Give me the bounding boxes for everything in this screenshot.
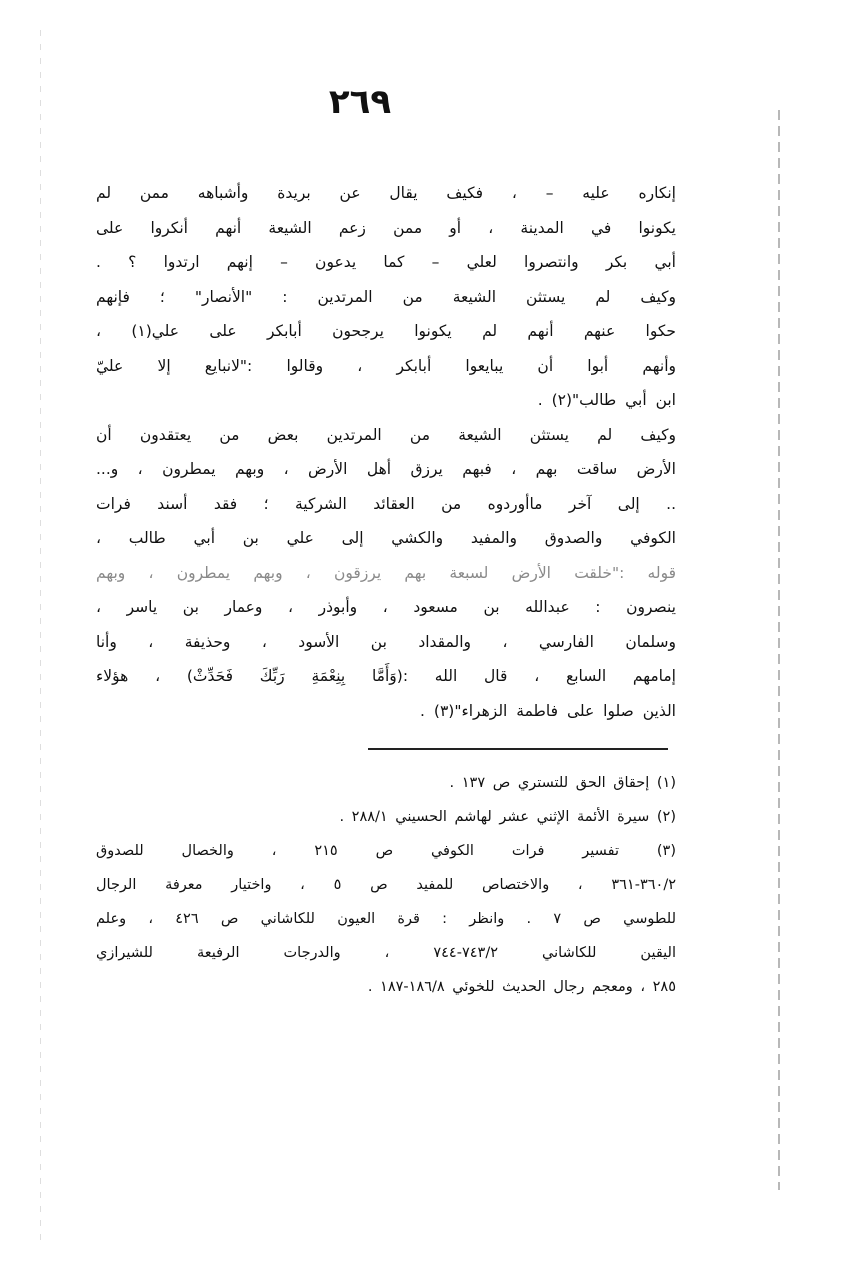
footnote-line: ٣٦٠/٢-٣٦١ ، والاختصاص للمفيد ص ٥ ، واختيار معرفة الرجال [96,877,676,893]
body-line: إمامهم السابع ، قال الله :(وَأَمَّا بِنِعْمَةِ رَبِّكَ فَحَدِّثْ) ، هؤلاء [96,667,676,685]
footnote-line: (١) إحقاق الحق للتستري ص ١٣٧ . [449,775,676,791]
footnote-line: للطوسي ص ٧ . وانظر : قرة العيون للكاشاني ص ٤٢٦ ، وعلم [96,911,676,927]
body-line: وكيف لم يستثن الشيعة من المرتدين : "الأنصار" ؛ فإنهم [96,287,676,306]
footnote-line: (٣) تفسير فرات الكوفي ص ٢١٥ ، والخصال للصدوق [96,843,676,859]
body-line: وسلمان الفارسي ، والمقداد بن الأسود ، وحذيفة ، وأنا [96,632,676,651]
body-line: الكوفي والصدوق والمفيد والكشي إلى علي بن أبي طالب ، [96,529,676,547]
footnote-line: (٢) سيرة الأئمة الإثني عشر لهاشم الحسيني ٢٨٨/١ . [339,809,676,825]
body-line: قوله :"خلقت الأرض لسبعة بهم يرزقون ، وبهم يمطرون ، وبهم [96,563,676,582]
body-line: الذين صلوا على فاطمة الزهراء"(٣) . [420,701,676,720]
body-line: يكونوا في المدينة ، أو ممن زعم الشيعة أنهم أنكروا على [96,218,676,237]
body-line: ينصرون : عبدالله بن مسعود ، وأبوذر ، وعمار بن ياسر ، [96,598,676,616]
body-line: الأرض ساقت بهم ، فبهم يرزق أهل الأرض ، وبهم يمطرون ، و... [96,460,676,478]
body-line: إنكاره عليه – ، فكيف يقال عن بريدة وأشباهه ممن لم [96,184,676,202]
body-text [96,176,676,728]
body-line: وأنهم أبوا أن يبايعوا أبابكر ، وقالوا :"لانبايع إلا عليّ [96,356,676,375]
body-line: أبي بكر وانتصروا لعلي – كما يدعون – إنهم ارتدوا ؟ . [96,253,676,271]
body-line: وكيف لم يستثن الشيعة من المرتدين بعض من يعتقدون أن [96,425,676,444]
body-line: حكوا عنهم أنهم لم يكونوا يرجحون أبابكر على علي(١) ، [96,322,676,340]
body-line: .. إلى آخر ماأوردوه من العقائد الشركية ؛ فقد أسند فرات [96,494,676,513]
footnotes [96,766,676,1004]
footnote-line: ٢٨٥ ، ومعجم رجال الحديث للخوئي ١٨٦/٨-١٨٧ . [367,979,676,995]
footnote-divider [368,748,668,750]
scan-edge-left [40,30,41,1240]
footnote-line: اليقين للكاشاني ٧٤٣/٢-٧٤٤ ، والدرجات الرفيعة للشيرازي [96,945,676,961]
scan-edge-right [778,110,780,1190]
page-number: ٢٦٩ [328,82,392,122]
body-line: ابن أبي طالب"(٢) . [537,391,676,409]
